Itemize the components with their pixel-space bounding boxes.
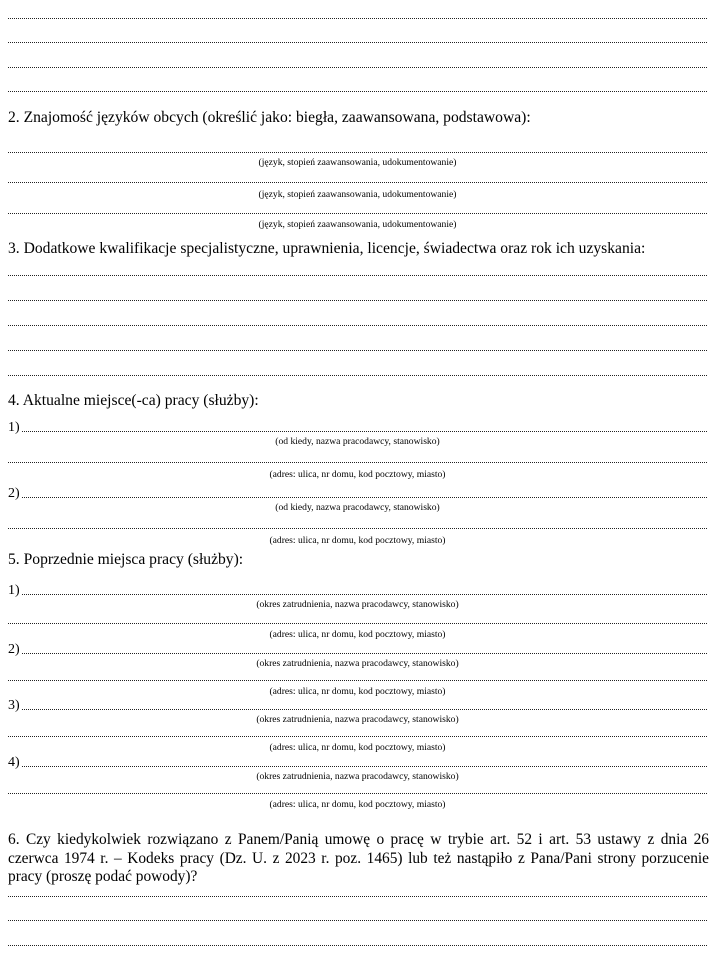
previous-job-1-caption: (okres zatrudnienia, nazwa pracodawcy, stanowisko) <box>256 599 459 610</box>
previous-job-4-line[interactable] <box>8 756 707 770</box>
previous-job-2-line[interactable] <box>8 643 707 657</box>
item-number: 3) <box>8 699 20 713</box>
current-job-1-address-line[interactable] <box>8 458 707 463</box>
previous-job-3-line[interactable] <box>8 699 707 713</box>
previous-job-4-address-caption: (adres: ulica, nr domu, kod pocztowy, miasto) <box>269 799 446 810</box>
section-3-heading: 3. Dodatkowe kwalifikacje specjalistyczne, uprawnienia, licencje, świadectwa oraz rok ich uzyskania: <box>8 240 646 257</box>
section-4-heading: 4. Aktualne miejsce(-ca) pracy (służby): <box>8 392 259 409</box>
answer-line[interactable] <box>8 38 707 43</box>
language-caption: (język, stopień zaawansowania, udokumentowanie) <box>258 219 457 230</box>
language-line[interactable] <box>8 148 707 153</box>
reason-line[interactable] <box>8 892 707 897</box>
qualification-line[interactable] <box>8 321 707 326</box>
previous-job-1-address-line[interactable] <box>8 619 707 624</box>
qualification-line[interactable] <box>8 346 707 351</box>
language-caption: (język, stopień zaawansowania, udokumentowanie) <box>258 157 457 168</box>
previous-job-2-caption: (okres zatrudnienia, nazwa pracodawcy, stanowisko) <box>256 658 459 669</box>
section-2-heading: 2. Znajomość języków obcych (określić jako: biegła, zaawansowana, podstawowa): <box>8 109 531 126</box>
section-5-heading: 5. Poprzednie miejsca pracy (służby): <box>8 551 244 568</box>
language-line[interactable] <box>8 178 707 183</box>
current-job-1-caption: (od kiedy, nazwa pracodawcy, stanowisko) <box>275 436 440 447</box>
answer-line[interactable] <box>8 63 707 68</box>
section-6-question: 6. Czy kiedykolwiek rozwiązano z Panem/Panią umowę o pracę w trybie art. 52 i art. 53 ustawy z dnia 26 czerwca 1974 r. – Kodeks pracy (Dz. U. z 2023 r. poz. 1465) lub też nastąpiło z Pana/Pani strony porzucenie pracy (proszę podać powody)? <box>8 831 709 886</box>
qualification-line[interactable] <box>8 296 707 301</box>
qualification-line[interactable] <box>8 371 707 376</box>
reason-line[interactable] <box>8 941 707 946</box>
item-number: 2) <box>8 487 20 501</box>
previous-job-1-address-caption: (adres: ulica, nr domu, kod pocztowy, miasto) <box>269 629 446 640</box>
item-number: 1) <box>8 584 20 598</box>
qualification-line[interactable] <box>8 271 707 276</box>
previous-job-3-address-caption: (adres: ulica, nr domu, kod pocztowy, miasto) <box>269 742 446 753</box>
current-job-2-address-line[interactable] <box>8 524 707 529</box>
answer-line[interactable] <box>8 14 707 19</box>
item-number: 4) <box>8 756 20 770</box>
item-number: 2) <box>8 643 20 657</box>
previous-job-2-address-line[interactable] <box>8 676 707 681</box>
previous-job-4-address-line[interactable] <box>8 789 707 794</box>
previous-job-2-address-caption: (adres: ulica, nr domu, kod pocztowy, miasto) <box>269 686 446 697</box>
current-job-2-caption: (od kiedy, nazwa pracodawcy, stanowisko) <box>275 502 440 513</box>
item-number: 1) <box>8 421 20 435</box>
answer-line[interactable] <box>8 87 707 92</box>
current-job-2-address-caption: (adres: ulica, nr domu, kod pocztowy, miasto) <box>269 535 446 546</box>
reason-line[interactable] <box>8 916 707 921</box>
previous-job-3-caption: (okres zatrudnienia, nazwa pracodawcy, stanowisko) <box>256 714 459 725</box>
current-job-2-line[interactable] <box>8 487 707 501</box>
previous-job-3-address-line[interactable] <box>8 732 707 737</box>
previous-job-1-line[interactable] <box>8 584 707 598</box>
previous-job-4-caption: (okres zatrudnienia, nazwa pracodawcy, stanowisko) <box>256 771 459 782</box>
language-caption: (język, stopień zaawansowania, udokumentowanie) <box>258 189 457 200</box>
language-line[interactable] <box>8 209 707 214</box>
current-job-1-line[interactable] <box>8 421 707 435</box>
current-job-1-address-caption: (adres: ulica, nr domu, kod pocztowy, miasto) <box>269 469 446 480</box>
